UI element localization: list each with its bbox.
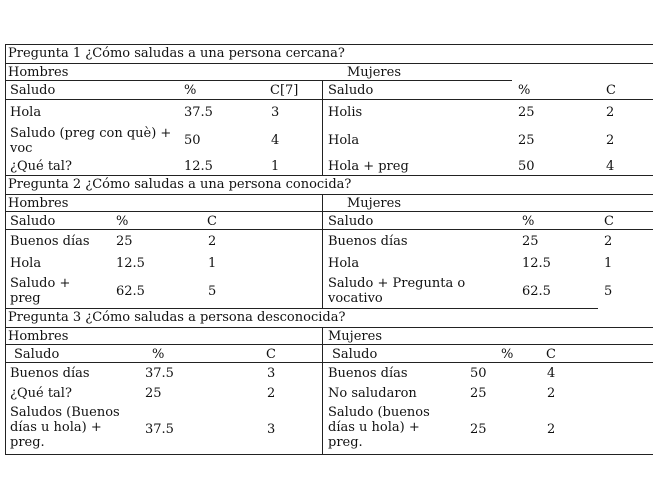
group-label-women: Mujeres — [328, 329, 382, 344]
rule — [5, 362, 653, 363]
table-cell: Hola — [328, 256, 360, 271]
column-header: C — [266, 347, 276, 362]
rule — [5, 99, 653, 100]
column-header: Saludo — [332, 347, 378, 362]
table-cell: Hola — [328, 133, 360, 148]
table-cell: 25 — [470, 386, 487, 401]
table-cell: No saludaron — [328, 386, 417, 401]
table-cell: 2 — [267, 386, 276, 401]
table-cell: Buenos días — [328, 234, 408, 249]
table-cell: 2 — [547, 386, 556, 401]
table-cell: 4 — [271, 133, 280, 148]
table-cell: 25 — [116, 234, 133, 249]
table-cell: Hola + preg — [328, 159, 409, 174]
rule — [5, 80, 512, 81]
table-cell: 1 — [604, 256, 613, 271]
table-cell: 50 — [470, 366, 487, 381]
table-cell: Saludo + preg — [10, 276, 71, 306]
column-header: Saludo — [328, 83, 374, 98]
rule — [5, 44, 653, 45]
group-label-men: Hombres — [8, 65, 69, 80]
group-label-men: Hombres — [8, 329, 69, 344]
rule — [5, 194, 653, 195]
rule — [322, 327, 323, 454]
column-header: % — [184, 83, 197, 98]
column-header: % — [116, 214, 129, 229]
column-header: % — [522, 214, 535, 229]
table-cell: 3 — [267, 422, 276, 437]
rule — [5, 454, 653, 455]
table-cell: 37.5 — [184, 105, 213, 120]
rule — [5, 44, 6, 454]
table-cell: 1 — [208, 256, 217, 271]
table-cell: 25 — [145, 386, 162, 401]
table-cell: 12.5 — [116, 256, 145, 271]
column-header: C — [606, 83, 616, 98]
table-cell: 3 — [267, 366, 276, 381]
rule — [5, 211, 653, 212]
group-label-women: Mujeres — [347, 65, 401, 80]
question-title: Pregunta 3 ¿Cómo saludas a persona desconocida? — [8, 310, 346, 325]
rule — [5, 229, 653, 230]
rule — [5, 63, 653, 64]
table-cell: 2 — [604, 234, 613, 249]
table-cell: 5 — [604, 284, 613, 299]
table-cell: 37.5 — [145, 422, 174, 437]
group-label-women: Mujeres — [347, 196, 401, 211]
table-cell: Holis — [328, 105, 363, 120]
question-title: Pregunta 1 ¿Cómo saludas a una persona cercana? — [8, 46, 345, 61]
table-cell: Buenos días — [328, 366, 408, 381]
table-cell: Saludo (preg con què) + voc — [10, 126, 172, 156]
column-header: Saludo — [10, 214, 56, 229]
table-cell: 4 — [547, 366, 556, 381]
table-cell: Saludo (buenos días u hola) + preg. — [328, 405, 430, 450]
column-header: C — [604, 214, 614, 229]
question-title: Pregunta 2 ¿Cómo saludas a una persona conocida? — [8, 177, 352, 192]
table-cell: 2 — [606, 133, 615, 148]
table-cell: 2 — [547, 422, 556, 437]
table-cell: Buenos días — [10, 366, 90, 381]
table-cell: 3 — [271, 105, 280, 120]
table-cell: 25 — [470, 422, 487, 437]
rule — [5, 308, 598, 309]
rule — [322, 194, 323, 309]
table-cell: 2 — [606, 105, 615, 120]
column-header: % — [152, 347, 165, 362]
table-cell: Hola — [10, 256, 42, 271]
table-cell: ¿Qué tal? — [10, 386, 72, 401]
table-cell: Buenos días — [10, 234, 90, 249]
table-cell: 12.5 — [184, 159, 213, 174]
column-header: Saludo — [10, 83, 56, 98]
table-cell: Saludos (Buenos días u hola) + preg. — [10, 405, 120, 450]
table-cell: 2 — [208, 234, 217, 249]
rule — [5, 327, 653, 328]
table-cell: Saludo + Pregunta o vocativo — [328, 276, 466, 306]
table-cell: 50 — [518, 159, 535, 174]
rule — [5, 344, 653, 345]
table-cell: Hola — [10, 105, 42, 120]
table-cell: 62.5 — [116, 284, 145, 299]
table-cell: 62.5 — [522, 284, 551, 299]
column-header: % — [518, 83, 531, 98]
table-cell: 25 — [518, 105, 535, 120]
column-header: C[7] — [270, 83, 299, 98]
table-cell: 1 — [271, 159, 280, 174]
column-header: % — [501, 347, 514, 362]
table-cell: 5 — [208, 284, 217, 299]
column-header: Saludo — [14, 347, 60, 362]
column-header: C — [207, 214, 217, 229]
table-cell: 25 — [522, 234, 539, 249]
rule — [5, 175, 653, 176]
table-cell: 50 — [184, 133, 201, 148]
table-cell: 4 — [606, 159, 615, 174]
table-cell: 25 — [518, 133, 535, 148]
group-label-men: Hombres — [8, 196, 69, 211]
table-cell: ¿Qué tal? — [10, 159, 72, 174]
table-cell: 37.5 — [145, 366, 174, 381]
column-header: C — [546, 347, 556, 362]
column-header: Saludo — [328, 214, 374, 229]
rule — [322, 80, 323, 176]
table-cell: 12.5 — [522, 256, 551, 271]
